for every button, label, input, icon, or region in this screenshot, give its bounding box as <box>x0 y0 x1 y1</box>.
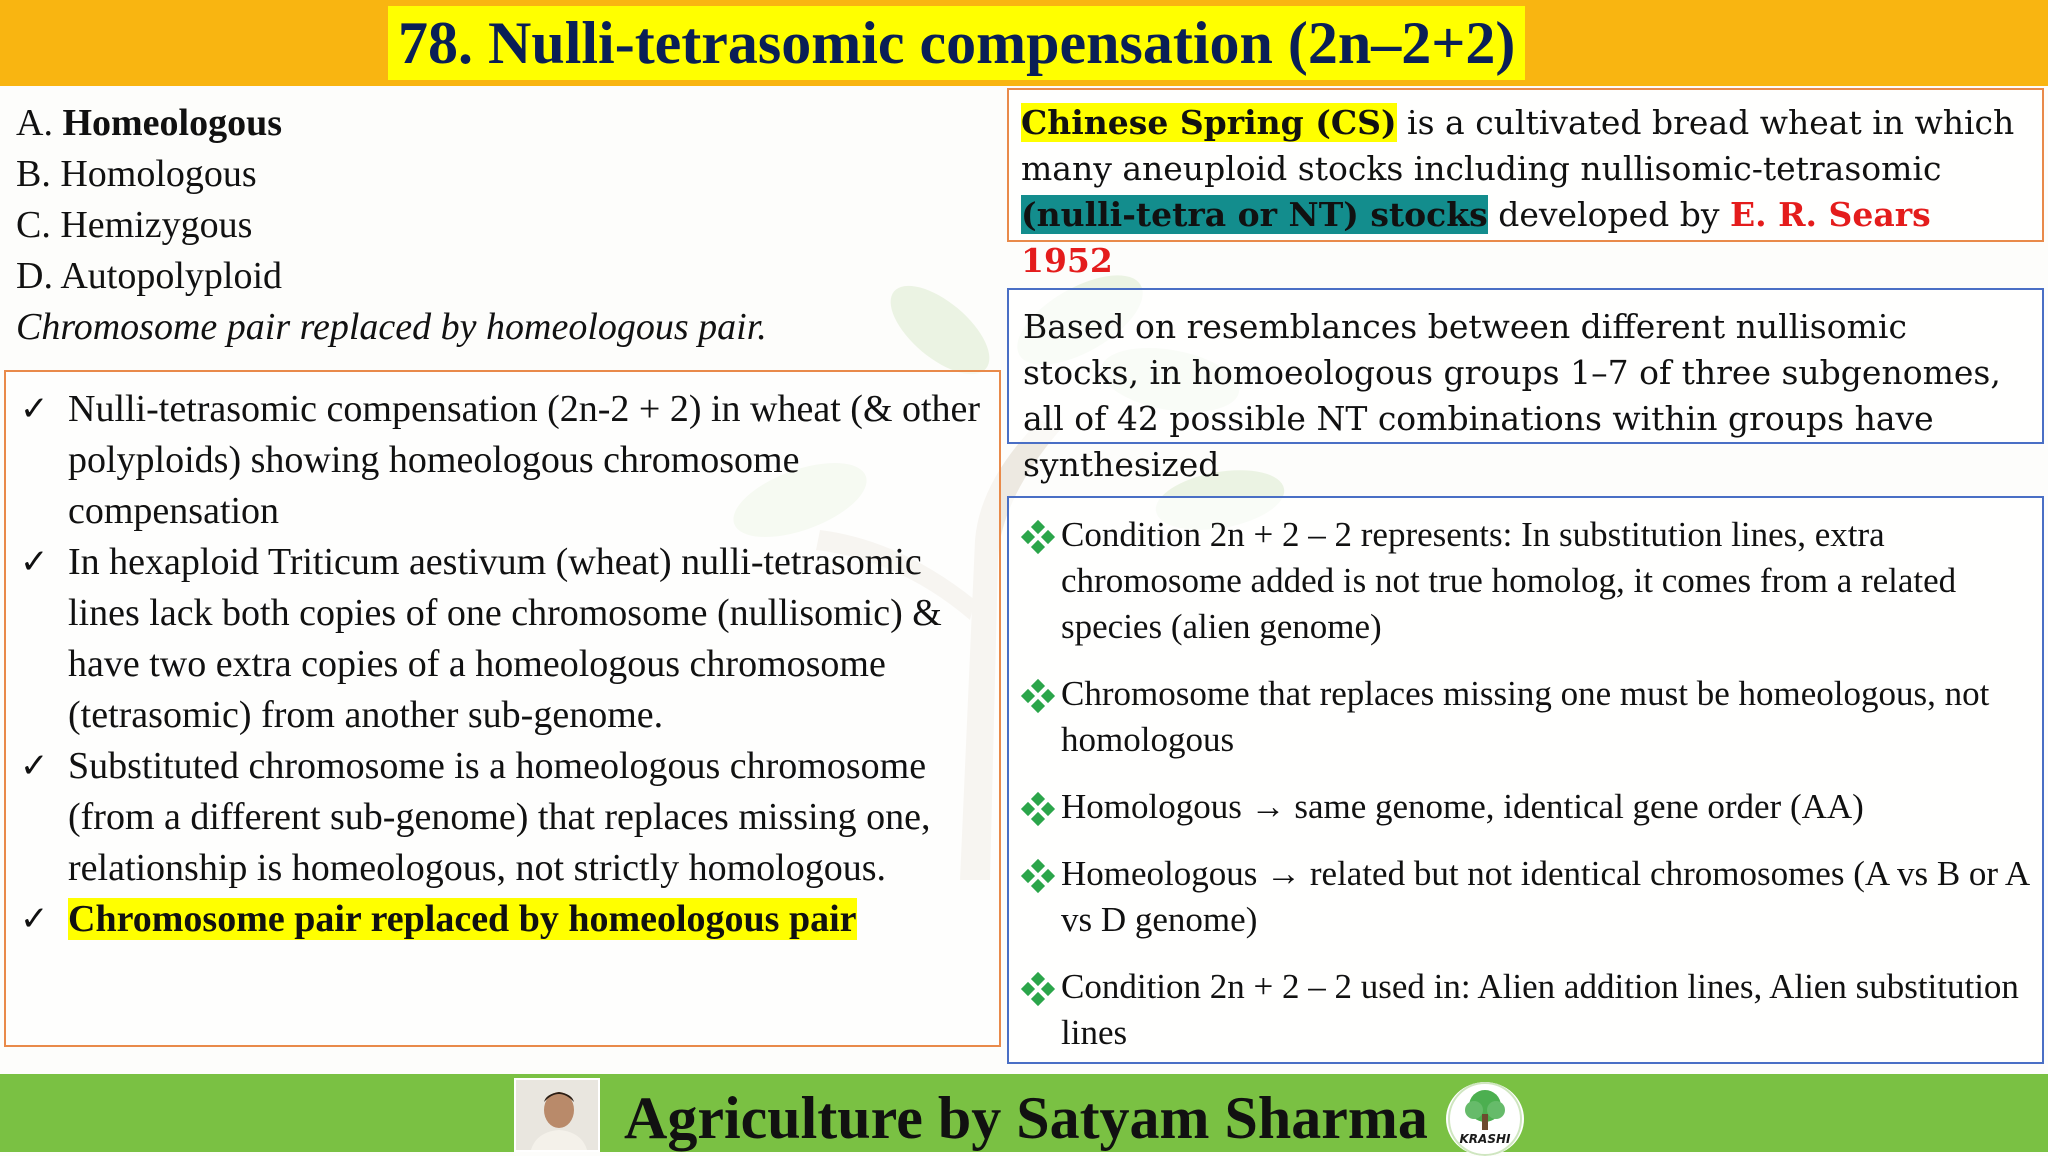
logo-text: KRASHI <box>1459 1132 1511 1146</box>
list-item-text: Homeologous → related but not identical chromosomes (A vs B or A vs D genome) <box>1061 854 2029 939</box>
diamond-bullet-icon <box>1023 861 1053 891</box>
option-b-text: Homologous <box>60 153 257 195</box>
channel-name: Agriculture by Satyam Sharma <box>624 1085 1428 1151</box>
list-item-text: Substituted chromosome is a homeologous chromosome (from a different sub-genome) that replaces missing one, relationship is homeologous, not strictly homologous. <box>68 745 931 889</box>
diamond-bullet-icon <box>1023 681 1053 711</box>
option-b <box>16 149 996 200</box>
box1-text-1: is a cultivated bread wheat in which many aneuploid stocks including nullisomic-tetrasomic <box>1021 103 2015 188</box>
author-citation: E. R. Sears 1952 <box>1021 195 1931 280</box>
list-item <box>20 537 989 741</box>
list-item <box>1021 784 2030 830</box>
list-item <box>20 894 989 945</box>
bullet-list <box>1021 512 2030 1056</box>
chinese-spring-box <box>1007 88 2044 280</box>
check-icon: ✓ <box>20 899 49 939</box>
diamond-bullet-icon <box>1023 974 1053 1004</box>
option-a <box>16 98 996 149</box>
list-item-text: Chromosome that replaces missing one must be homeologous, not homologous <box>1061 674 1990 759</box>
option-d-letter: D. <box>16 255 53 297</box>
list-item-text: Nulli-tetrasomic compensation (2n-2 + 2) in wheat (& other polyploids) showing homeologous chromosome compensation <box>68 388 981 532</box>
list-item-text: Condition 2n + 2 – 2 represents: In substitution lines, extra chromosome added is not true homolog, it comes from a related species (alien genome) <box>1061 515 1957 646</box>
option-b-letter: B. <box>16 153 51 195</box>
list-item-text: In hexaploid Triticum aestivum (wheat) nulli-tetrasomic lines lack both copies of one chromosome (nullisomic) & have two extra copies of a homeologous chromosome (tetrasomic) from another sub-genome. <box>68 541 942 736</box>
person-icon <box>516 1080 600 1152</box>
check-icon: ✓ <box>20 389 49 429</box>
answer-options <box>16 98 996 353</box>
option-c-letter: C. <box>16 204 51 246</box>
chinese-spring-highlight: Chinese Spring (CS) <box>1021 103 1397 142</box>
list-item <box>1021 964 2030 1056</box>
check-list <box>6 372 999 945</box>
nt-stocks-highlight: (nulli-tetra or NT) stocks <box>1021 195 1488 234</box>
option-c-text: Hemizygous <box>60 204 253 246</box>
list-item <box>20 741 989 894</box>
list-item-text: Homologous → same genome, identical gene order (AA) <box>1061 787 1864 826</box>
option-c <box>16 200 996 251</box>
diamond-bullet-icon <box>1023 794 1053 824</box>
option-d <box>16 251 996 302</box>
krashi-logo <box>1446 1082 1524 1156</box>
check-icon: ✓ <box>20 746 49 786</box>
explanation-box <box>4 370 1001 1047</box>
box1-text-2: developed by <box>1487 195 1730 234</box>
slide-title: 78. Nulli-tetrasomic compensation (2n–2+2) <box>388 6 1525 80</box>
diamond-bullet-icon <box>1023 522 1053 552</box>
highlighted-conclusion: Chromosome pair replaced by homeologous pair <box>68 898 857 940</box>
answer-note: Chromosome pair replaced by homeologous pair. <box>16 306 767 348</box>
list-item-text: Condition 2n + 2 – 2 used in: Alien addition lines, Alien substitution lines <box>1061 967 2019 1052</box>
list-item <box>1021 851 2030 943</box>
option-a-text: Homeologous <box>62 102 283 144</box>
conditions-box <box>1007 496 2044 1064</box>
option-a-letter: A. <box>16 102 53 144</box>
check-icon: ✓ <box>20 542 49 582</box>
nt-combinations-box: Based on resemblances between different nullisomic stocks, in homoeologous groups 1–7 of three subgenomes, all of 42 possible NT combinations within groups have synthesized <box>1007 288 2044 444</box>
list-item <box>1021 671 2030 763</box>
list-item <box>1021 512 2030 650</box>
presenter-avatar <box>514 1078 600 1152</box>
list-item <box>20 384 989 537</box>
option-d-text: Autopolyploid <box>60 255 283 297</box>
